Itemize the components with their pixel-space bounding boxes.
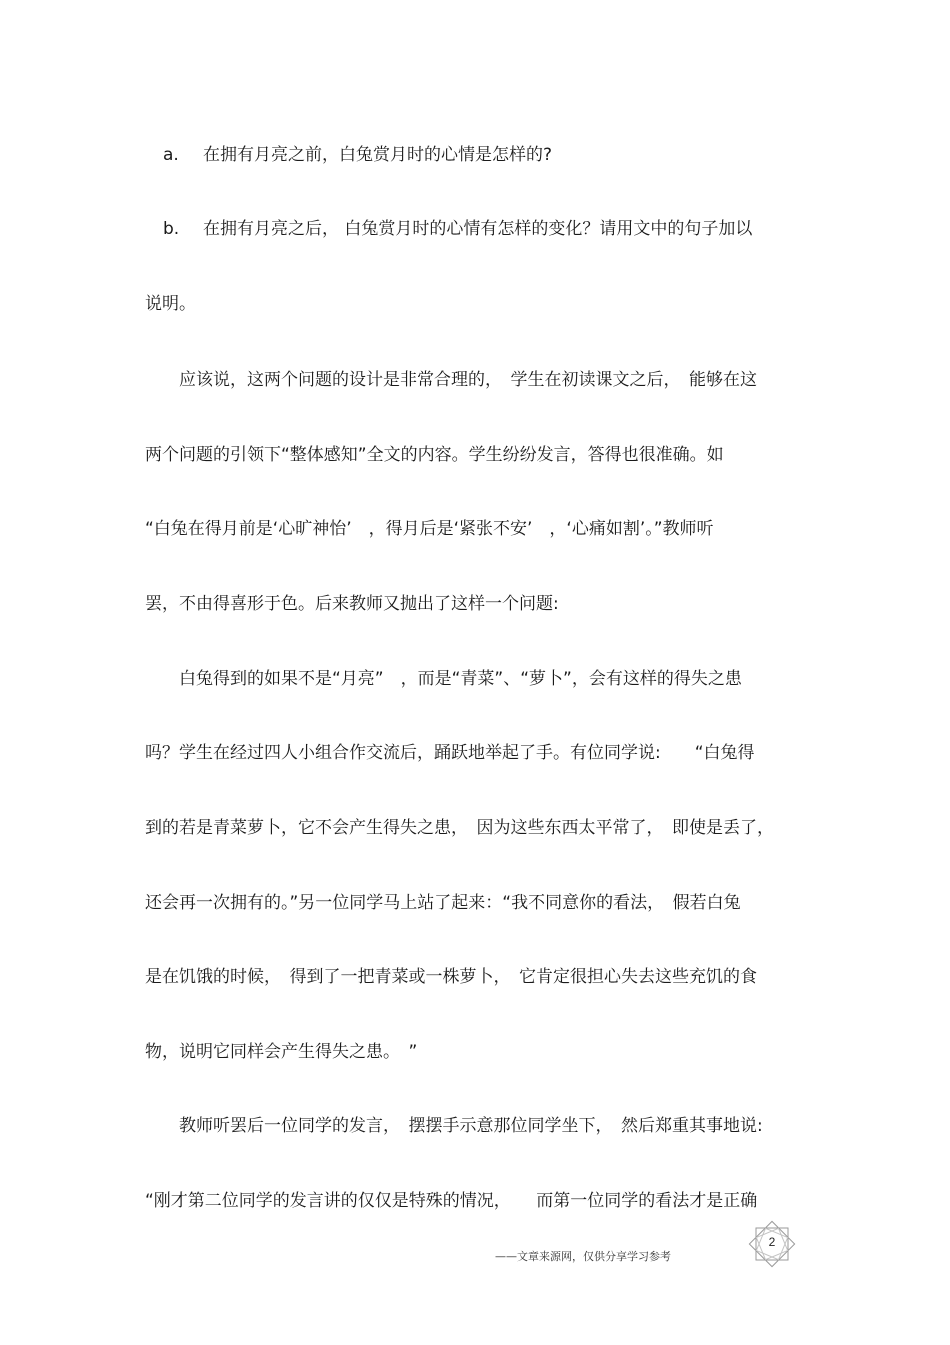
paragraph-line: 是在饥饿的时候， 得到了一把青菜或一株萝卜， 它肯定很担心失去这些充饥的食 <box>145 967 757 987</box>
page-number: 2 <box>768 1235 776 1249</box>
paragraph-line: 罢，不由得喜形于色。后来教师又抛出了这样一个问题: <box>145 594 559 614</box>
paragraph-line: “白兔在得月前是‘心旷神怡’ ，得月后是‘紧张不安’ ，‘心痛如割’。”教师听 <box>145 519 714 539</box>
list-marker-a: a. <box>163 145 179 165</box>
question-b-continued: 说明。 <box>145 294 196 314</box>
list-marker-b: b. <box>163 219 180 239</box>
paragraph-line: 还会再一次拥有的。”另一位同学马上站了起来：“我不同意你的看法， 假若白兔 <box>145 893 741 913</box>
paragraph-line: 教师听罢后一位同学的发言， 摆摆手示意那位同学坐下， 然后郑重其事地说: <box>145 1116 763 1136</box>
page-number-badge <box>748 1220 796 1268</box>
question-b: 在拥有月亮之后， 白兔赏月时的心情有怎样的变化？请用文中的句子加以 <box>203 219 753 239</box>
paragraph-line: 应该说，这两个问题的设计是非常合理的， 学生在初读课文之后， 能够在这 <box>145 370 757 390</box>
paragraph-line: 物，说明它同样会产生得失之患。 ” <box>145 1042 418 1062</box>
source-note: ——文章来源网，仅供分享学习参考 <box>495 1250 671 1263</box>
paragraph-line: 到的若是青菜萝卜，它不会产生得失之患， 因为这些东西太平常了， 即使是丢了， <box>145 818 774 838</box>
paragraph-line: 白兔得到的如果不是“月亮” ，而是“青菜”、“萝卜”，会有这样的得失之患 <box>145 669 742 689</box>
paragraph-line: “刚才第二位同学的发言讲的仅仅是特殊的情况， 而第一位同学的看法才是正确 <box>145 1191 758 1211</box>
paragraph-line: 吗？学生在经过四人小组合作交流后，踊跃地举起了手。有位同学说: “白兔得 <box>145 743 755 763</box>
question-a: 在拥有月亮之前，白兔赏月时的心情是怎样的? <box>203 145 553 165</box>
paragraph-line: 两个问题的引领下“整体感知”全文的内容。学生纷纷发言，答得也很准确。如 <box>145 445 724 465</box>
